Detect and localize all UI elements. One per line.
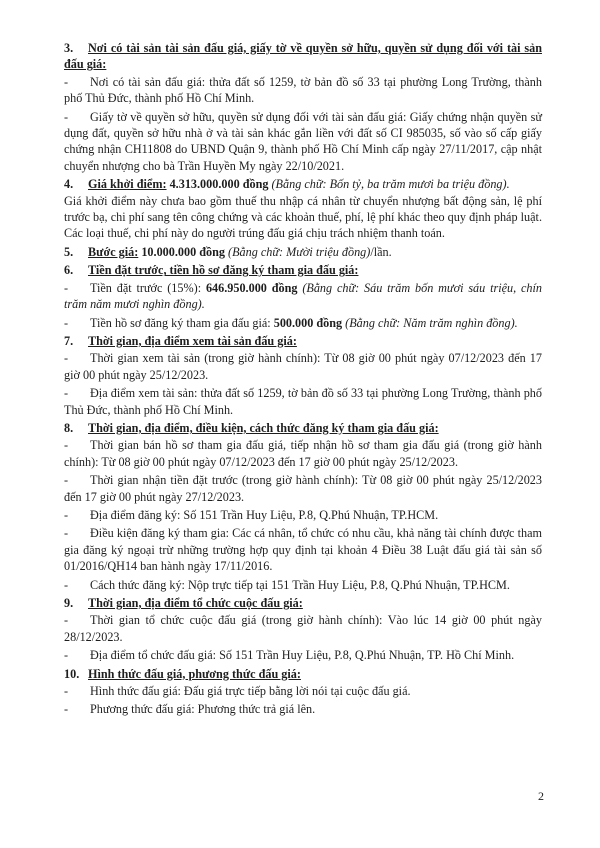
paragraph — [64, 315, 542, 331]
paragraph-text: Cách thức đăng ký: Nộp trực tiếp tại 151 Trần Huy Liệu, P.8, Q.Phú Nhuận, TP.HCM. — [90, 577, 510, 592]
section-10-heading — [64, 666, 542, 682]
paragraph-text: Hình thức đấu giá: Đấu giá trực tiếp bằng lời nói tại cuộc đấu giá. — [90, 684, 411, 699]
deposit-amount: 646.950.000 đồng — [205, 280, 298, 295]
dash-bullet: - — [64, 315, 69, 330]
paragraph — [64, 193, 542, 242]
section-8-heading — [64, 420, 542, 436]
paragraph — [64, 472, 542, 505]
paragraph-text: Nơi có tài sản đấu giá: thửa đất số 1259, tờ bản đồ số 33 tại phường Long Trường, thành phố Thủ Đức, thành phố Hồ Chí Minh. — [64, 74, 542, 106]
starting-price-amount: 4.313.000.000 đồng — [166, 177, 269, 192]
paragraph — [64, 507, 542, 523]
paragraph — [64, 612, 542, 645]
paragraph — [64, 577, 542, 593]
section-8 — [64, 420, 542, 593]
paragraph-text: Thời gian xem tài sản (trong giờ hành chính): Từ 08 giờ 00 phút ngày 07/12/2023 đến 17 giờ 00 phút ngày 25/12/2023. — [64, 351, 542, 382]
dash-bullet: - — [64, 684, 69, 699]
paragraph-text: Địa điểm xem tài sản: thửa đất số 1259, tờ bản đồ số 33 tại phường Long Trường, thành phố Thủ Đức, thành phố Hồ Chí Minh. — [64, 386, 542, 417]
deposit-words: (Bằng chữ: Sáu trăm bốn mươi sáu triệu, chín trăm năm mươi nghìn đồng). — [64, 280, 542, 312]
paragraph — [64, 525, 542, 574]
section-number: 4. — [64, 177, 74, 192]
paragraph-text: Thời gian bán hồ sơ tham gia đấu giá, tiếp nhận hồ sơ tham gia đấu giá (trong giờ hành chính): Từ 08 giờ 00 phút ngày 07/12/2023 đến 17 giờ 00 phút ngày 25/12/2023. — [64, 438, 542, 469]
section-number: 10. — [64, 666, 80, 681]
paragraph-text: Địa điểm đăng ký: Số 151 Trần Huy Liệu, P.8, Q.Phú Nhuận, TP.HCM. — [90, 507, 439, 522]
section-title: Tiền đặt trước, tiền hồ sơ đăng ký tham gia đấu giá: — [88, 263, 359, 278]
section-7-heading — [64, 333, 542, 349]
section-10 — [64, 666, 542, 718]
section-4-heading — [64, 176, 542, 192]
dash-bullet: - — [64, 386, 69, 401]
section-number: 7. — [64, 333, 74, 348]
section-4 — [64, 176, 542, 242]
paragraph-text: Thời gian tổ chức cuộc đấu giá (trong giờ hành chính): Vào lúc 14 giờ 00 phút ngày 28/12/2023. — [64, 613, 542, 644]
fee-amount: 500.000 đồng — [273, 315, 343, 330]
paragraph-text: Giấy tờ về quyền sở hữu, quyền sử dụng đối với tài sản đấu giá: Giấy chứng nhận quyền sử dụng đất, quyền sở hữu nhà ở và tài sản khác gắn liền với đất số CI 985035, số vào số cấp giấy chứng nhận CH11808 do UBND Quận 9, thành phố Hồ Chí Minh cấp ngày 27/11/2017, cập nhật chuyển nhượng cho bà Trần Huyền My ngày 22/10/2021. — [64, 109, 542, 173]
section-6 — [64, 262, 542, 331]
fee-label: Tiền hồ sơ đăng ký tham gia đấu giá: — [90, 315, 274, 330]
section-number: 9. — [64, 596, 74, 610]
dash-bullet: - — [64, 702, 69, 717]
paragraph — [64, 683, 542, 699]
page-number: 2 — [538, 789, 544, 803]
dash-bullet: - — [64, 74, 69, 89]
section-title: Thời gian, địa điểm, điều kiện, cách thức đăng ký tham gia đấu giá: — [88, 420, 439, 435]
section-title: Giá khởi điểm: — [88, 177, 167, 192]
section-3 — [64, 40, 542, 174]
fee-words: (Bằng chữ: Năm trăm nghìn đồng). — [342, 315, 518, 330]
section-5-heading — [64, 244, 542, 260]
paragraph — [64, 647, 542, 663]
section-5 — [64, 244, 542, 260]
dash-bullet: - — [64, 507, 69, 522]
section-9-heading — [64, 595, 542, 611]
paragraph — [64, 350, 542, 383]
paragraph — [64, 701, 542, 717]
section-3-heading — [64, 40, 542, 73]
section-number: 8. — [64, 420, 74, 435]
section-number: 5. — [64, 244, 74, 259]
bid-step-suffix: /lần. — [370, 244, 392, 259]
dash-bullet: - — [64, 526, 69, 541]
dash-bullet: - — [64, 438, 69, 453]
section-7 — [64, 333, 542, 418]
paragraph-text: Điều kiện đăng ký tham gia: Các cá nhân, tổ chức có nhu cầu, khả năng tài chính được tham gia đăng ký ngoại trừ những trường hợp quy định tại khoản 4 Điều 38 Luật đấu giá tài sản số 01/2016/QH14 ban hành ngày 17/11/2016. — [64, 526, 542, 574]
dash-bullet: - — [64, 109, 69, 124]
paragraph-text: Địa điểm tổ chức đấu giá: Số 151 Trần Huy Liệu, P.8, Q.Phú Nhuận, TP. Hồ Chí Minh. — [90, 648, 515, 663]
paragraph-text: Phương thức đấu giá: Phương thức trả giá lên. — [90, 702, 316, 717]
dash-bullet: - — [64, 648, 69, 663]
section-title: Hình thức đấu giá, phương thức đấu giá: — [88, 666, 301, 681]
paragraph — [64, 437, 542, 470]
section-title: Bước giá: — [88, 244, 139, 259]
paragraph — [64, 385, 542, 418]
deposit-label: Tiền đặt trước (15%): — [90, 280, 206, 295]
section-title: Thời gian, địa điểm tổ chức cuộc đấu giá: — [88, 596, 303, 610]
bid-step-amount: 10.000.000 đồng — [138, 244, 225, 259]
paragraph — [64, 74, 542, 107]
paragraph — [64, 109, 542, 175]
dash-bullet: - — [64, 473, 69, 488]
section-number: 6. — [64, 263, 74, 278]
dash-bullet: - — [64, 613, 69, 628]
dash-bullet: - — [64, 280, 69, 295]
section-number: 3. — [64, 41, 74, 55]
section-6-heading — [64, 262, 542, 278]
starting-price-words: (Bằng chữ: Bốn tỷ, ba trăm mươi ba triệu đồng). — [268, 177, 510, 192]
section-9 — [64, 595, 542, 664]
dash-bullet: - — [64, 351, 69, 366]
section-title: Nơi có tài sản tài sản đấu giá, giấy tờ về quyền sở hữu, quyền sử dụng đối với tài sản đấu giá: — [64, 41, 542, 72]
dash-bullet: - — [64, 577, 69, 592]
paragraph — [64, 280, 542, 313]
paragraph-text: Thời gian nhận tiền đặt trước (trong giờ hành chính): Từ 08 giờ 00 phút ngày 25/12/2023 đến 17 giờ 00 phút ngày 27/12/2023. — [64, 473, 542, 504]
paragraph-text: Giá khởi điểm này chưa bao gồm thuế thu nhập cá nhân từ chuyển nhượng bất động sản, lệ phí trước bạ, chi phí sang tên công chứng và các khoản thuế, phí, lệ phí khác theo quy định pháp luật. Các loại thuế, chi phí này do người trúng đấu giá chịu trách nhiệm thanh toán. — [64, 193, 542, 241]
bid-step-words: (Bằng chữ: Mười triệu đồng) — [224, 244, 371, 259]
section-title: Thời gian, địa điểm xem tài sản đấu giá: — [88, 333, 297, 348]
